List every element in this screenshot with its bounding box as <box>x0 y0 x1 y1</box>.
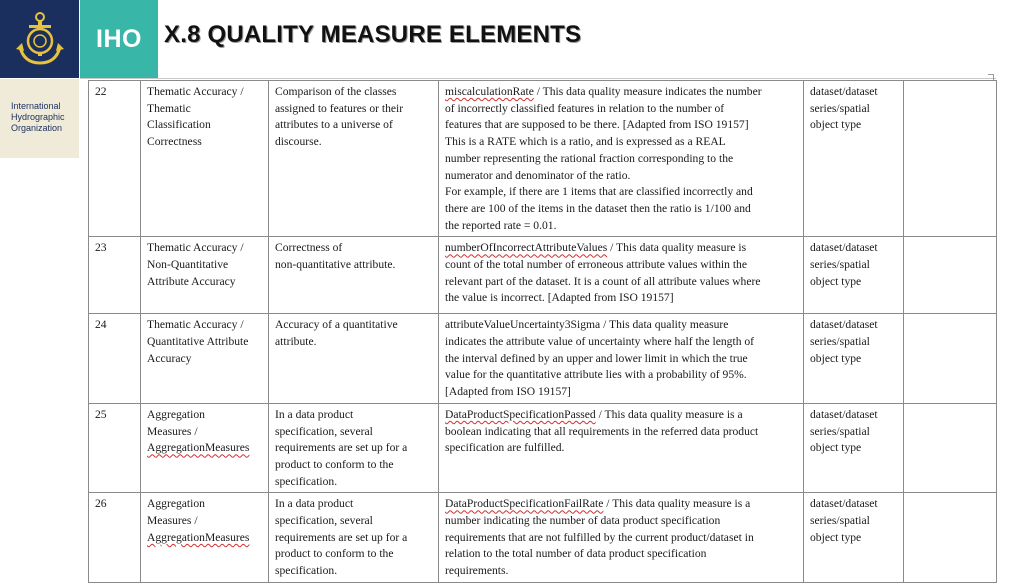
measure-cell <box>439 237 804 314</box>
cell-text-line: count of the total number of erroneous attribute values within the <box>445 258 747 272</box>
cell-text-line: the value is incorrect. [Adapted from ISO 19157] <box>445 291 674 305</box>
cell-text-line: This is a RATE which is a ratio, and is expressed as a REAL <box>445 135 726 149</box>
definition-cell <box>269 81 439 237</box>
measure-first-line <box>445 240 799 257</box>
scope-cell <box>804 81 904 237</box>
table-row <box>89 81 997 237</box>
organization-name-line: Organization <box>11 123 63 133</box>
cell-text-line: series/spatial <box>810 258 870 272</box>
cell-text-line: [Adapted from ISO 19157] <box>445 385 571 399</box>
table-row <box>89 403 997 493</box>
cell-text-line: 25 <box>95 407 107 421</box>
measure-cell <box>439 81 804 237</box>
empty-cell <box>904 237 997 314</box>
measure-first-line <box>445 84 799 101</box>
scope-cell <box>804 237 904 314</box>
cell-text-line: dataset/dataset <box>810 85 878 98</box>
definition-cell <box>269 237 439 314</box>
cell-text-line: relevant part of the dataset. It is a count of all attribute values where <box>445 274 761 288</box>
table-row <box>89 493 997 583</box>
definition-cell <box>269 314 439 404</box>
measure-description-line: / This data quality measure is a <box>595 407 743 421</box>
cell-text-line: Thematic Accuracy / <box>147 241 244 255</box>
cell-text-line: requirements are set up for a <box>275 441 408 455</box>
table-row <box>89 237 997 314</box>
cell-text-line: relation to the total number of data product specification <box>445 547 707 561</box>
page-title: X.8 QUALITY MEASURE ELEMENTS <box>164 21 582 48</box>
cell-text-line: dataset/dataset <box>810 497 878 511</box>
measure-cell <box>439 403 804 493</box>
cell-text-line: dataset/dataset <box>810 241 878 255</box>
element-cell <box>141 237 269 314</box>
row-number-cell <box>89 403 141 493</box>
quality-measures-table-wrapper <box>88 80 997 583</box>
cell-text-line: series/spatial <box>810 514 870 528</box>
measure-cell <box>439 314 804 404</box>
measure-first-line <box>445 496 799 513</box>
element-cell <box>141 403 269 493</box>
cell-text-line: specification are fulfilled. <box>445 441 565 455</box>
measure-name: DataProductSpecificationPassed <box>445 407 596 421</box>
cell-text-line: Classification <box>147 118 211 132</box>
measure-first-line <box>445 407 799 424</box>
cell-text-line: Attribute Accuracy <box>147 274 236 288</box>
element-cell <box>141 314 269 404</box>
empty-cell <box>904 493 997 583</box>
cell-text-line: specification, several <box>275 514 373 528</box>
scope-cell <box>804 314 904 404</box>
row-number-cell <box>89 314 141 404</box>
row-number-cell <box>89 237 141 314</box>
iho-emblem <box>0 0 79 78</box>
cell-text-line: dataset/dataset <box>810 407 878 421</box>
cell-text-line: Quantitative Attribute <box>147 335 249 349</box>
measure-first-line <box>445 317 799 334</box>
cell-text-line: indicates the attribute value of uncertainty where half the length of <box>445 335 755 349</box>
cell-text-line: series/spatial <box>810 335 870 349</box>
cell-text-line: product to conform to the <box>275 547 394 561</box>
cell-text-line: 22 <box>95 85 107 98</box>
iho-badge <box>80 0 158 78</box>
measure-name: numberOfIncorrectAttributeValues <box>445 241 608 255</box>
cell-text-line: Non-Quantitative <box>147 258 229 272</box>
scope-cell <box>804 403 904 493</box>
cell-text-line: numerator and denominator of the ratio. <box>445 168 631 182</box>
row-number-cell <box>89 81 141 237</box>
cell-text-line: object type <box>810 274 862 288</box>
element-cell <box>141 493 269 583</box>
cell-text-line: requirements are set up for a <box>275 530 408 544</box>
cell-text-line: Aggregation <box>147 497 205 511</box>
cell-text-line: specification. <box>275 474 338 488</box>
scope-cell <box>804 493 904 583</box>
cell-text-line: Comparison of the classes <box>275 85 397 98</box>
cell-text-line: attributes to a universe of <box>275 118 393 132</box>
cell-text-line: Thematic <box>147 101 191 115</box>
cell-text-line: requirements. <box>445 564 509 578</box>
cell-text-line: features that are supposed to be there. [Adapted from ISO 19157] <box>445 118 749 132</box>
cell-text-line: Aggregation <box>147 407 205 421</box>
cell-text-line: Correctness <box>147 135 202 149</box>
cell-text-line: 26 <box>95 497 107 511</box>
cell-text-line: object type <box>810 118 862 132</box>
cell-text-line: Measures / <box>147 424 198 438</box>
measure-description-line: / This data quality measure is a <box>603 497 751 511</box>
cell-text-line: Accuracy of a quantitative <box>275 318 398 332</box>
cell-text-line: of incorrectly classified features in relation to the number of <box>445 101 725 115</box>
measure-description-line: / This data quality measure <box>600 318 729 332</box>
measure-name: attributeValueUncertainty3Sigma <box>445 318 601 332</box>
organization-name-line: International <box>11 101 61 111</box>
empty-cell <box>904 81 997 237</box>
measure-name: DataProductSpecificationFailRate <box>445 497 604 511</box>
cell-text-line: dataset/dataset <box>810 318 878 332</box>
cell-text-line: specification. <box>275 564 338 578</box>
cell-text-line: attribute. <box>275 335 317 349</box>
organization-name <box>0 79 79 158</box>
measure-name: miscalculationRate <box>445 85 534 98</box>
cell-text-line: Measures / <box>147 514 198 528</box>
iho-label: IHO <box>96 24 142 53</box>
element-cell <box>141 81 269 237</box>
measure-cell <box>439 493 804 583</box>
empty-cell <box>904 403 997 493</box>
cell-text-line: specification, several <box>275 424 373 438</box>
row-number-cell <box>89 493 141 583</box>
cell-text-line: AggregationMeasures <box>147 530 250 544</box>
cell-text-line: object type <box>810 441 862 455</box>
measure-description-line: / This data quality measure indicates the number <box>533 85 762 98</box>
cell-text-line: assigned to features or their <box>275 101 404 115</box>
cell-text-line: requirements that are not fulfilled by the current product/dataset in <box>445 530 754 544</box>
cell-text-line: series/spatial <box>810 101 870 115</box>
cell-text-line: value for the quantitative attribute lies with a probability of 95%. <box>445 368 747 382</box>
cell-text-line: product to conform to the <box>275 457 394 471</box>
cell-text-line: 23 <box>95 241 107 255</box>
cell-text-line: object type <box>810 351 862 365</box>
cell-text-line: the interval defined by an upper and lower limit in which the true <box>445 351 748 365</box>
table-row <box>89 314 997 404</box>
cell-text-line: Correctness of <box>275 241 343 255</box>
measure-description-line: / This data quality measure is <box>607 241 747 255</box>
cell-text-line: boolean indicating that all requirements in the referred data product <box>445 424 759 438</box>
empty-cell <box>904 314 997 404</box>
definition-cell <box>269 403 439 493</box>
anchor-emblem-icon <box>14 9 66 69</box>
organization-name-line: Hydrographic <box>11 112 65 122</box>
cell-text-line: In a data product <box>275 407 354 421</box>
quality-measures-table <box>88 80 997 583</box>
cell-text-line: object type <box>810 530 862 544</box>
cell-text-line: Accuracy <box>147 351 192 365</box>
cell-text-line: For example, if there are 1 items that are classified incorrectly and <box>445 185 753 199</box>
definition-cell <box>269 493 439 583</box>
cell-text-line: discourse. <box>275 135 322 149</box>
cell-text-line: AggregationMeasures <box>147 441 250 455</box>
cell-text-line: series/spatial <box>810 424 870 438</box>
cell-text-line: Thematic Accuracy / <box>147 318 244 332</box>
cell-text-line: In a data product <box>275 497 354 511</box>
header-divider <box>80 78 996 79</box>
cell-text-line: the reported rate = 0.01. <box>445 218 557 232</box>
cell-text-line: number representing the rational fraction corresponding to the <box>445 151 734 165</box>
cell-text-line: non-quantitative attribute. <box>275 258 396 272</box>
cell-text-line: 24 <box>95 318 107 332</box>
cell-text-line: there are 100 of the items in the dataset then the ratio is 1/100 and <box>445 201 751 215</box>
cell-text-line: number indicating the number of data product specification <box>445 514 721 528</box>
cell-text-line: Thematic Accuracy / <box>147 85 244 98</box>
